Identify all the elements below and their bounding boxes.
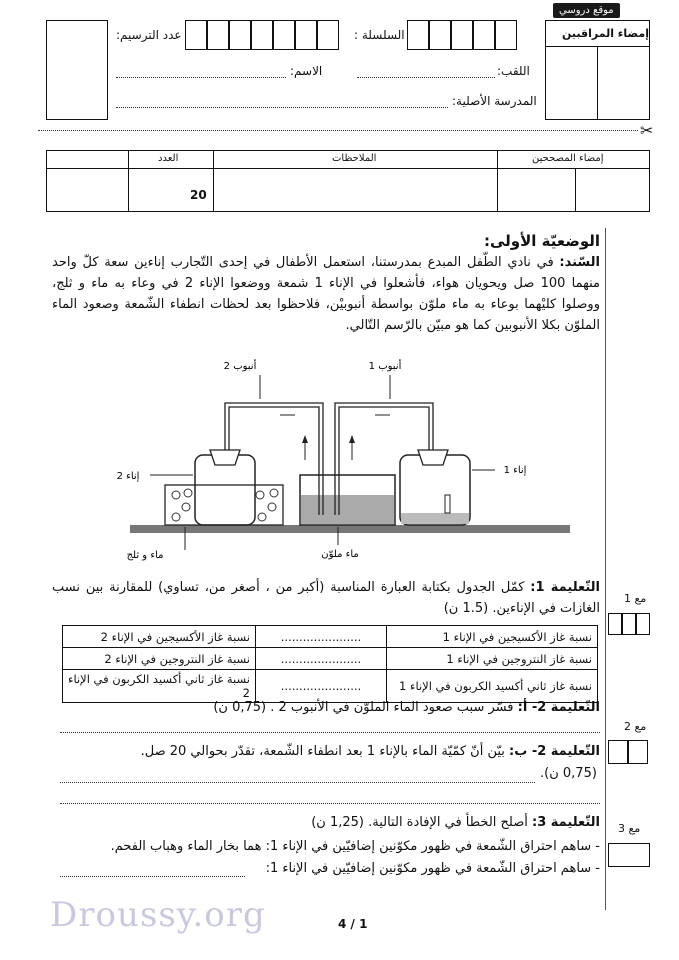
criterion-1-label: مع 1: [624, 592, 647, 605]
comparison-table: [62, 625, 598, 703]
q2a-label: التّعليمة 2- أ:: [517, 700, 600, 715]
table-cell: نسبة غاز النتروجين في الإناء 1: [387, 648, 598, 670]
table-row: [63, 626, 598, 648]
q3-label: التّعليمة 3:: [532, 815, 600, 830]
watermark: Droussy.org: [50, 895, 266, 935]
q2b-answer-line-1[interactable]: [60, 782, 535, 783]
header-empty-box: [46, 20, 108, 120]
site-tag: موقع دروسي: [553, 3, 620, 18]
q3-instruction: أصلح الخطأ في الإفادة التالية. (1,25 ن): [311, 815, 528, 830]
q2b-answer-line-2[interactable]: [60, 803, 600, 804]
q3-line1: - ساهم احتراق الشّمعة في ظهور مكوّنين إضافيّين في الإناء 1: هما بخار الماء وهباب الفحم.: [110, 839, 600, 854]
experiment-diagram: [90, 355, 590, 570]
q3-line2: - ساهم احتراق الشّمعة في ظهور مكوّنين إضافيّين في الإناء 1:: [265, 861, 600, 876]
q1-text: [52, 577, 600, 619]
q1-instruction: كمّل الجدول بكتابة العبارة المناسبة (أكبر من ، أصغر من، تساوي) للمقارنة بين نسب الغازات في الإناءين. (1.5 ن): [52, 580, 600, 616]
table-cell: نسبة غاز ثاني أكسيد الكربون في الإناء 2: [63, 670, 256, 703]
remarks-header: الملاحظات: [332, 153, 377, 164]
colored-water-label: ماء ملوّن: [321, 549, 359, 560]
series-cells[interactable]: [407, 20, 517, 50]
examiners-header: إمضاء المصححين: [532, 153, 604, 164]
surname-field[interactable]: [357, 77, 495, 78]
criterion-2-label: مع 2: [624, 720, 647, 733]
criterion-2-cells[interactable]: [608, 740, 648, 764]
support-paragraph: في نادي الطّفل المبدع بمدرستنا، استعمل الأطفال في إحدى التّجارب إناءين سعة كلّ واحد منهما 100 صل ويحويان هواء، فأشعلوا في الإناء 1 شمعة ووضعوا الإناء 2 في وعاء به ماء و ثلج، ووصلوا كليْهما بوعاء به ماء ملوّن بواسطة أنبوبيْن، فلاحظوا بعد لحظات انطفاء الشّمعة وصعود الماء الملوّن بكلا الأنبوبين كما هو مبيّن بالرّسم التّالي.: [52, 255, 600, 333]
table-cell: نسبة غاز الأكسيجين في الإناء 1: [387, 626, 598, 648]
school-field[interactable]: [116, 107, 448, 108]
q3-answer-line[interactable]: [60, 876, 245, 877]
score-value: 20: [190, 188, 207, 202]
section-title: الوضعيّة الأولى:: [483, 232, 600, 250]
proctor-signature-label: إمضاء المراقبين: [562, 27, 649, 40]
name-label: الاسم:: [290, 64, 323, 78]
criterion-3-label: مع 3: [618, 822, 641, 835]
q2a-answer-line[interactable]: [60, 732, 600, 733]
q1-label: التّعليمة 1:: [530, 580, 600, 595]
series-label: السلسلة :: [354, 28, 405, 42]
vessel2-label: إناء 2: [116, 471, 140, 482]
table-cell: نسبة غاز ثاني أكسيد الكربون في الإناء 1: [387, 670, 598, 703]
q2b-text: [52, 741, 600, 762]
name-field[interactable]: [116, 77, 286, 78]
table-row: [63, 648, 598, 670]
registration-label: عدد الترسيم:: [116, 28, 182, 42]
score-header: العدد: [158, 153, 179, 164]
support-text: [52, 252, 600, 336]
school-label: المدرسة الأصلية:: [452, 94, 537, 108]
answer-cell[interactable]: ......................: [256, 648, 387, 670]
criterion-3-cells[interactable]: [608, 843, 650, 867]
tube1-label: أنبوب 1: [368, 361, 402, 372]
q2b-instruction: بيّن أنّ كمّيّة الماء بالإناء 1 بعد انطفاء الشّمعة، تقدّر بحوالي 20 صل.: [140, 744, 505, 759]
criterion-1-cells[interactable]: [608, 613, 650, 635]
q3-text: [52, 812, 600, 833]
surname-label: اللقب:: [497, 64, 530, 78]
q2b-label: التّعليمة 2- ب:: [509, 744, 600, 759]
vessel1-label: إناء 1: [503, 465, 527, 476]
tube2-label: أنبوب 2: [223, 361, 257, 372]
page-number: 4 / 1: [338, 917, 368, 931]
support-label: السّند:: [559, 255, 600, 270]
answer-cell[interactable]: ......................: [256, 670, 387, 703]
table-cell: نسبة غاز الأكسيجين في الإناء 2: [63, 626, 256, 648]
q2a-instruction: فسّر سبب صعود الماء الملوّن في الأنبوب 2 . (0,75 ن): [213, 700, 514, 715]
ice-water-label: ماء و ثلج: [126, 550, 164, 561]
scissors-icon: ✂: [640, 121, 654, 140]
cut-line: [38, 130, 638, 131]
registration-cells[interactable]: [185, 20, 339, 50]
answer-cell[interactable]: ......................: [256, 626, 387, 648]
table-cell: نسبة غاز النتروجين في الإناء 2: [63, 648, 256, 670]
q2b-points: (0,75 ن).: [540, 766, 597, 781]
q2a-text: [52, 697, 600, 718]
